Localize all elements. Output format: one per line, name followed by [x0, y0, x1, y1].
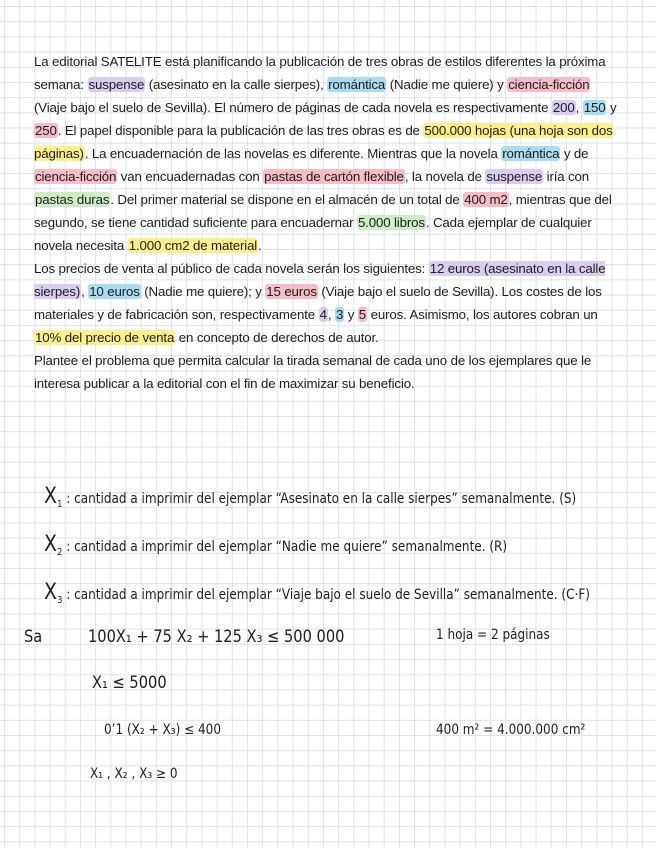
text-run: . Del primer material se dispone en el almacén de un total de	[110, 192, 464, 207]
highlighted-text: pastas de cartón flexible	[264, 169, 404, 184]
text-run: Los precios de venta al público de cada novela serán los siguientes:	[34, 261, 429, 276]
highlighted-text: ciencia-ficción	[508, 77, 590, 92]
paragraph-3	[34, 349, 624, 395]
text-run: (Nadie me quiere) y	[386, 77, 508, 92]
constraint-nonnegativity: X₁ , X₂ , X₃ ≥ 0	[90, 766, 178, 782]
highlighted-text: 5	[358, 307, 367, 322]
text-run: ,	[575, 100, 583, 115]
highlighted-text: 1.000 cm2 de material	[128, 238, 258, 253]
text-run: y de	[560, 146, 589, 161]
constraint-paper: 100X₁ + 75 X₂ + 125 X₃ ≤ 500 000	[88, 627, 345, 647]
highlighted-text: 5.000 libros	[357, 215, 425, 230]
highlighted-text: pastas duras	[35, 192, 110, 207]
note-sheet-pages: 1 hoja = 2 páginas	[436, 627, 550, 643]
highlighted-text: 4	[319, 307, 327, 322]
text-run: ,	[327, 307, 335, 322]
variable-definition-x1: $X_1$ : cantidad a imprimir del ejemplar “Asesinato en la calle sierpes” semanalmente. (S)	[44, 484, 577, 510]
text-run: Plantee el problema que permita calcular la tirada semanal de cada uno de los ejemplares que le interesa publicar a la editorial con el fin de maximizar su beneficio.	[34, 353, 592, 391]
constraint-hardcover: X₁ ≤ 5000	[92, 673, 167, 693]
paragraph-2	[34, 257, 624, 349]
highlighted-text: 150	[583, 100, 606, 115]
text-run: . La encuadernación de las novelas es diferente. Mientras que la novela	[84, 146, 502, 161]
paragraph-1	[34, 50, 624, 257]
text-run: y	[344, 307, 358, 322]
text-run: ,	[81, 284, 89, 299]
text-run: , mientras que del segundo, se tiene cantidad suficiente para encuadernar	[34, 192, 612, 230]
text-run: .	[258, 238, 262, 253]
text-run: La editorial SATELITE está planificando la publicación de tres obras de estilos diferentes la próxima semana:	[34, 54, 606, 92]
subject-to-label: Sa	[24, 627, 43, 647]
highlighted-text: ciencia-ficción	[35, 169, 117, 184]
problem-statement	[34, 50, 624, 395]
text-run: (Viaje bajo el suelo de Sevilla). El número de páginas de cada novela es respectivamente	[34, 100, 552, 115]
highlighted-text: 10 euros	[89, 284, 140, 299]
text-run: , la novela de	[404, 169, 486, 184]
constraint-softcover: 0’1 (X₂ + X₃) ≤ 400	[104, 722, 221, 738]
highlighted-text: 500.000 hojas (una hoja son dos páginas)	[34, 123, 613, 161]
text-run: en concepto de derechos de autor.	[175, 330, 379, 345]
text-run: y	[606, 100, 617, 115]
text-run: iría con	[543, 169, 590, 184]
highlighted-text: 10% del precio de venta	[35, 330, 175, 345]
highlighted-text: 200	[552, 100, 575, 115]
highlighted-text: romántica	[328, 77, 386, 92]
highlighted-text: 12 euros (asesinato en la calle sierpes)	[34, 261, 606, 299]
highlighted-text: romántica	[502, 146, 560, 161]
text-run: (Viaje bajo el suelo de Sevilla). Los costes de los materiales y de fabricación son, respectivamente	[34, 284, 602, 322]
highlighted-text: suspense	[486, 169, 543, 184]
highlighted-text: 250	[35, 123, 57, 138]
highlighted-text: 3	[335, 307, 344, 322]
text-run: van encuadernadas con	[117, 169, 264, 184]
text-run: (asesinato en la calle sierpes),	[145, 77, 328, 92]
text-run: (Nadie me quiere); y	[140, 284, 266, 299]
text-run: . Cada ejemplar de cualquier novela necesita	[34, 215, 592, 253]
variable-definition-x2: $X_2$ : cantidad a imprimir del ejemplar “Nadie me quiere” semanalmente. (R)	[44, 532, 508, 558]
text-run: euros. Asimismo, los autores cobran un	[367, 307, 598, 322]
note-area-conversion: 400 m² = 4.000.000 cm²	[436, 722, 586, 738]
highlighted-text: suspense	[88, 77, 145, 92]
highlighted-text: 15 euros	[266, 284, 317, 299]
variable-definition-x3: $X_3$ : cantidad a imprimir del ejemplar “Viaje bajo el suelo de Sevilla” semanalmente. (C·F)	[44, 580, 590, 606]
highlighted-text: 400 m2	[464, 192, 508, 207]
text-run: . El papel disponible para la publicación de las tres obras es de	[57, 123, 424, 138]
